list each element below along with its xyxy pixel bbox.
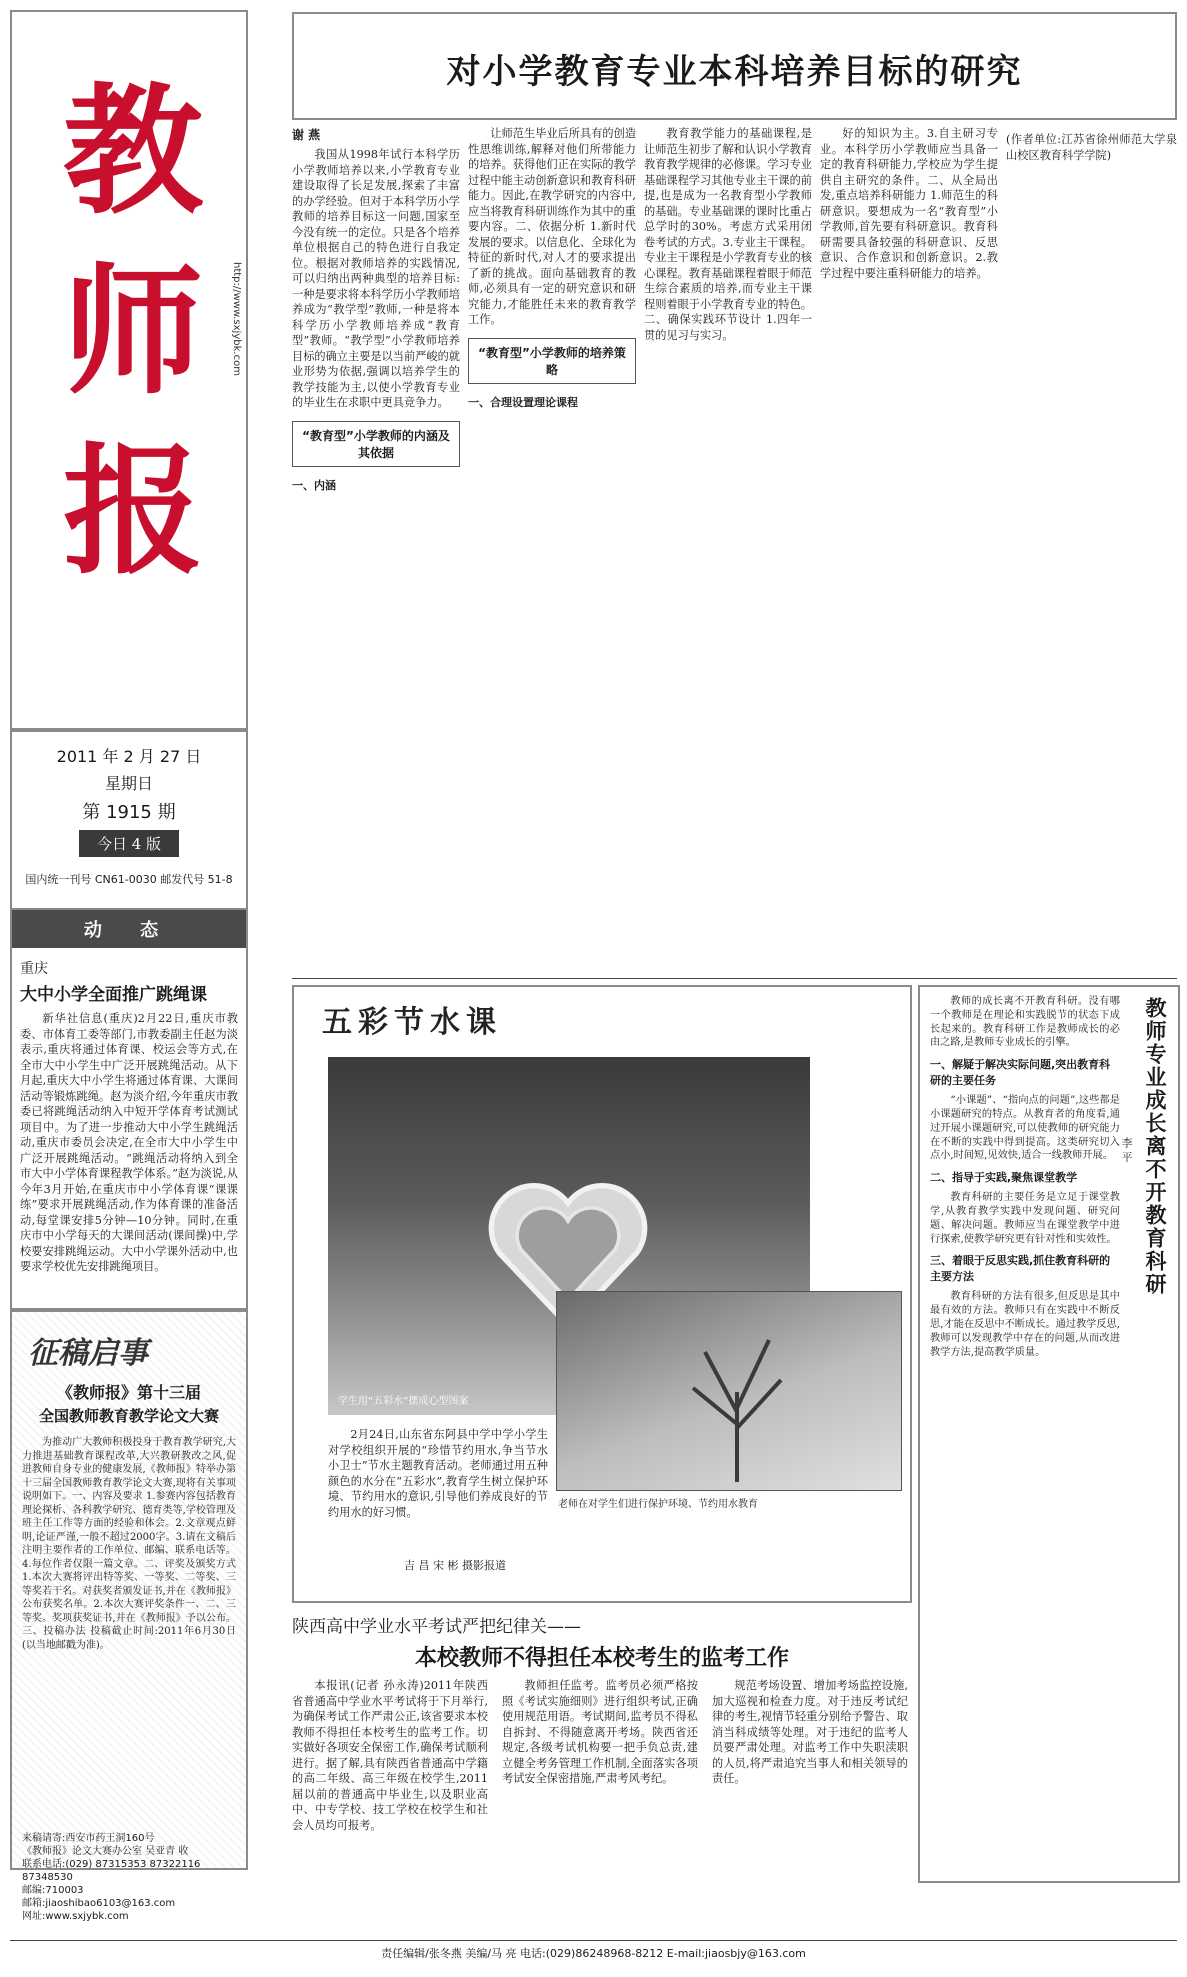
call-for-papers <box>10 1310 248 1922</box>
page-footer: 责任编辑/张冬燕 美编/马 亮 电话:(029)86248968-8212 E-mail:jiaosbjy@163.com <box>10 1940 1177 1962</box>
article1-author: 谢 燕 <box>292 128 321 142</box>
article1-col5 <box>1006 126 1177 978</box>
research-para-3: 教育科研的方法有很多,但反思是其中最有效的方法。教师只有在实践中不断反思,才能在反思中不断成长。通过教学反思,教师可以发现教学中存在的问题,从而改进教学方法,提高教学质量。 <box>930 1291 1120 1358</box>
today-pages-badge: 今日 4 版 <box>79 830 179 857</box>
research-article-author: 李 平 <box>1120 1137 1133 1163</box>
call-contact <box>22 1832 236 1923</box>
research-para-2: 教育科研的主要任务是立足于课堂教学,从教育教学实践中发现问题、研究问题、解决问题。教师应当在课堂教学中进行探索,使教学研究更有针对性和实效性。 <box>930 1192 1120 1245</box>
exam-article-kicker: 陕西高中学业水平考试严把纪律关—— <box>292 1617 581 1637</box>
research-sec-1: 一、解疑于解决实际问题,突出教育科研的主要任务 <box>930 1058 1111 1088</box>
article1-subhead-2: “教育型”小学教师的培养策略 <box>468 338 636 384</box>
article1-col2 <box>468 126 636 978</box>
issue-date: 2011 年 2 月 27 日 <box>56 747 202 766</box>
news-place: 重庆 <box>20 961 48 977</box>
call-title-line1: 《教师报》第十三届 <box>56 1383 201 1402</box>
call-heading: 征稿启事 <box>28 1336 148 1371</box>
news-section-header: 动 态 <box>12 910 246 948</box>
call-web[interactable]: 网址:www.sxjybk.com <box>22 1911 129 1922</box>
call-address: 来稿请寄:西安市药王洞160号 <box>22 1833 155 1844</box>
section-divider <box>292 978 1177 979</box>
exam-article-col3-text: 规范考场设置、增加考场监控设施,加大巡视和检查力度。对于违反考试纪律的考生,视情节轻重分别给予警告、取消当科成绩等处理。对于违纪的监考人员要严肃处理。对监考工作中失职渎职的人员,将严肃追究当事人和相关领导的责任。 <box>712 1679 908 1785</box>
exam-article <box>292 1612 912 1882</box>
masthead-title: 教师报 <box>62 70 197 594</box>
photo-credit: 吉 昌 宋 彬 摄影报道 <box>404 1559 506 1572</box>
article1-subhead-1: “教育型”小学教师的内涵及其依据 <box>292 421 460 467</box>
call-dept: 《教师报》论文大赛办公室 吴亚青 收 <box>22 1846 189 1857</box>
article1-col4 <box>820 126 998 978</box>
photo-description-text: 2月24日,山东省东阿县中学中学小学生对学校组织开展的“珍惜节约用水,争当节水小卫士”节水主题教育活动。老师通过用五种颜色的水分在“五彩水”,教育学生树立保护环境、节约用水的意识,引导他们养成良好的节约用水的好习惯。 <box>328 1428 548 1519</box>
article1-col3 <box>644 126 812 978</box>
issue-number: 第 1915 期 <box>82 802 176 823</box>
masthead <box>10 10 248 730</box>
main-article-title-box <box>292 12 1177 120</box>
research-para-1: “小课题”、“指向点的问题”,这些都是小课题研究的特点。从教育者的角度看,通过开展小课题研究,可以使教师的研究能力在不断的实践中得到提高。这类研究切入点小,时间短,见效快,适合一线教师开展。 <box>930 1095 1120 1162</box>
masthead-url[interactable]: http://www.sxjybk.com <box>231 262 242 376</box>
article1-col2-text: 让师范生毕业后所具有的创造性思维训练,解释对他们所带能力的培养。获得他们正在实际的教学过程中能主动创新意识和教育科研能力。因此,在教学研究的内容中,应当将教育科研训练作为其中的重要内容。二、依据分析 1.新时代发展的要求。以信息化、全球化为特征的新时代,对人才的要求提出了新的挑战。面向基础教育的教师,必须具有一定的研究意识和研究能力,才能胜任未来的教育教学工作。 <box>468 127 636 326</box>
photo-feature <box>292 985 912 1603</box>
news-column <box>10 910 248 1310</box>
research-sec-2: 二、指导于实践,聚焦课堂教学 <box>930 1171 1078 1185</box>
news-body: 新华社信息(重庆)2月22日,重庆市教委、市体育工委等部门,市教委副主任赵为淡表示,重庆将通过体育课、校运会等方式,在全市大中小学生中广泛开展跳绳活动。从下月起,重庆大中小学生将通过体育课、大课间活动等锻炼跳绳。赵为淡介绍,今年重庆市教委已将跳绳活动纳入中短开学体育考试测试项目中。为了进一步推动大中小学生跳绳活动,重庆市委员会决定,在全市大中小学生中广泛开展跳绳活动。“跳绳活动将纳入到全市大中小学体育课程教学体系。”赵为淡说,从今年3月开始,在重庆市中小学体育课“课课练”要求开展跳绳活动,作为体育课的准备活动,每堂课安排5分钟—10分钟。同时,在重庆市中小学每天的大课间活动(课间操)中,学校要安排跳绳运动。大中小学课外活动中,也要求学校优先安排跳绳项目。 <box>20 1012 238 1273</box>
article1-col3-text: 教育教学能力的基础课程,是让师范生初步了解和认识小学教育教育教学规律的必修课。学习专业基础课程学习其他专业主干课的前提,也是成为一名教育型小学教师的基础。专业基础课的课时比重占总学时的30%。考虑方式采用闭卷考试的方式。3.专业主干课程。专业主干课程是小学教育专业的核心课程。教育基础课程着眼于师范生综合素质的培养,而专业主干课程则着眼于小学教育专业的特色。二、确保实践环节设计 1.四年一贯的见习与实习。 <box>644 127 812 342</box>
exam-article-col3 <box>712 1678 908 1888</box>
research-intro: 教师的成长离不开教育科研。没有哪一个教师是在理论和实践脱节的状态下成长起来的。教育科研工作是教师成长的必由之路,是教师专业成长的引擎。 <box>930 996 1120 1049</box>
exam-article-col2 <box>502 1678 698 1888</box>
photo-secondary-image <box>556 1291 902 1491</box>
news-headline: 大中小学全面推广跳绳课 <box>20 985 207 1005</box>
photo-main-caption: 学生用“五彩水”摆成心型图案 <box>338 1396 469 1407</box>
call-email[interactable]: 邮箱:jiaoshibao6103@163.com <box>22 1898 176 1909</box>
article1-sec-2: 一、合理设置理论课程 <box>468 395 578 409</box>
research-article <box>918 985 1180 1883</box>
research-article-title: 教师专业成长离不开教育科研 <box>1143 997 1167 1296</box>
photo-description <box>328 1427 548 1520</box>
main-article-title: 对小学教育专业本科培养目标的研究 <box>446 52 1023 92</box>
article1-author-note: (作者单位:江苏省徐州师范大学泉山校区教育科学学院) <box>1006 133 1177 162</box>
photo-secondary-caption: 老师在对学生们进行保护环境、节约用水教育 <box>558 1499 758 1510</box>
exam-article-col1 <box>292 1678 488 1888</box>
issn-line: 国内统一刊号 CN61-0030 邮发代号 51-8 <box>25 873 233 886</box>
exam-article-col2-text: 教师担任监考。监考员必须严格按照《考试实施细则》进行组织考试,正确使用规范用语。考试期间,监考员不得私自拆封、不得随意离开考场。陕西省还规定,各级考试机构要一把手负总责,建立健全考务管理工作机制,全面落实各项考试安全保密措施,严肃考风考纪。 <box>502 1679 698 1785</box>
call-body: 为推动广大教师积极投身于教育教学研究,大力推进基础教育课程改革,大兴教研教改之风,促进教师自身专业的健康发展,《教师报》特举办第十三届全国教师教育教学论文大赛,现将有关事项说明如下。一、内容及要求 1.参赛内容包括教育理论探析、各科教学研究、德育类等,学校管理及班主任工作等方面的经验和体会。2.文章观点鲜明,论证严谨,一般不超过2000字。3.请在文稿后注明主要作者的工作单位、邮编、联系电话等。4.每位作者仅限一篇文章。二、评奖及颁奖方式 1.本次大赛将评出特等奖、一等奖、二等奖、三等奖若干名。对获奖者颁发证书,并在《教师报》公布获奖名单。2.本次大赛评奖条件一、二、三等奖。奖项获奖证书,并在《教师报》予以公布。三、投稿办法 投稿截止时间:2011年6月30日(以当地邮戳为准)。 <box>22 1437 236 1651</box>
article1-sec-1: 一、内涵 <box>292 478 336 492</box>
call-title-line2: 全国教师教育教学论文大赛 <box>38 1407 219 1425</box>
exam-article-col1-text: 本报讯(记者 孙永涛)2011年陕西省普通高中学业水平考试将于下月举行,为确保考试工作严肃公正,该省要求本校教师不得担任本校考生的监考工作。切实做好各项安全保密工作,确保考试顺利进行。据了解,具有陕西省普通高中学籍的高二年级、高三年级在校学生,2011届以前的普通高中毕业生,以及职业高中、中专学校、技工学校在校学生和社会人员均可报考。 <box>292 1679 488 1832</box>
article1-col1 <box>292 126 460 978</box>
plant-icon <box>677 1312 797 1482</box>
photo-title: 五彩节水课 <box>322 1005 502 1040</box>
date-block <box>10 730 248 910</box>
main-article <box>292 126 1177 978</box>
research-article-body <box>930 995 1120 1875</box>
issue-weekday: 星期日 <box>104 774 153 793</box>
call-postcode: 邮编:710003 <box>22 1885 84 1896</box>
research-sec-3: 三、着眼于反思实践,抓住教育科研的主要方法 <box>930 1254 1111 1284</box>
call-phone: 联系电话:(029) 87315353 87322116 87348530 <box>22 1859 201 1883</box>
exam-article-title: 本校教师不得担任本校考生的监考工作 <box>414 1645 789 1671</box>
article1-col1-text: 我国从1998年试行本科学历小学教师培养以来,小学教育专业建设取得了长足发展,探索了丰富的办学经验。但对于本科学历小学教师的培养目标这一问题,国家至今没有统一的定位。只是各个培养单位根据自己的特色进行自我定位。根据对教师培养的实践情况,可以归纳出两种典型的培养目标:一种是要求将本科学历小学教师培养成为“教学型”教师,一种是将本科学历小学教师培养成“教育型”教师。“教学型”小学教师培养目标的确立主要是以当前严峻的就业形势为依据,强调以培养学生的教学技能为主,以使小学教育专业的毕业生在求职中更具竞争力。 <box>292 148 460 409</box>
article1-col4-text: 好的知识为主。3.自主研习专业。本科学历小学教师应当具备一定的教育科研能力,学校应为学生提供自主研究的条件。二、从全局出发,重点培养科研能力 1.师范生的科研意识。要想成为一名“教育型”小学教师,首先要有科研意识。教育科研需要具备较强的科研意识、反思意识、合作意识和创新意识。2.教学过程中要注重科研能力的培养。 <box>820 127 998 280</box>
